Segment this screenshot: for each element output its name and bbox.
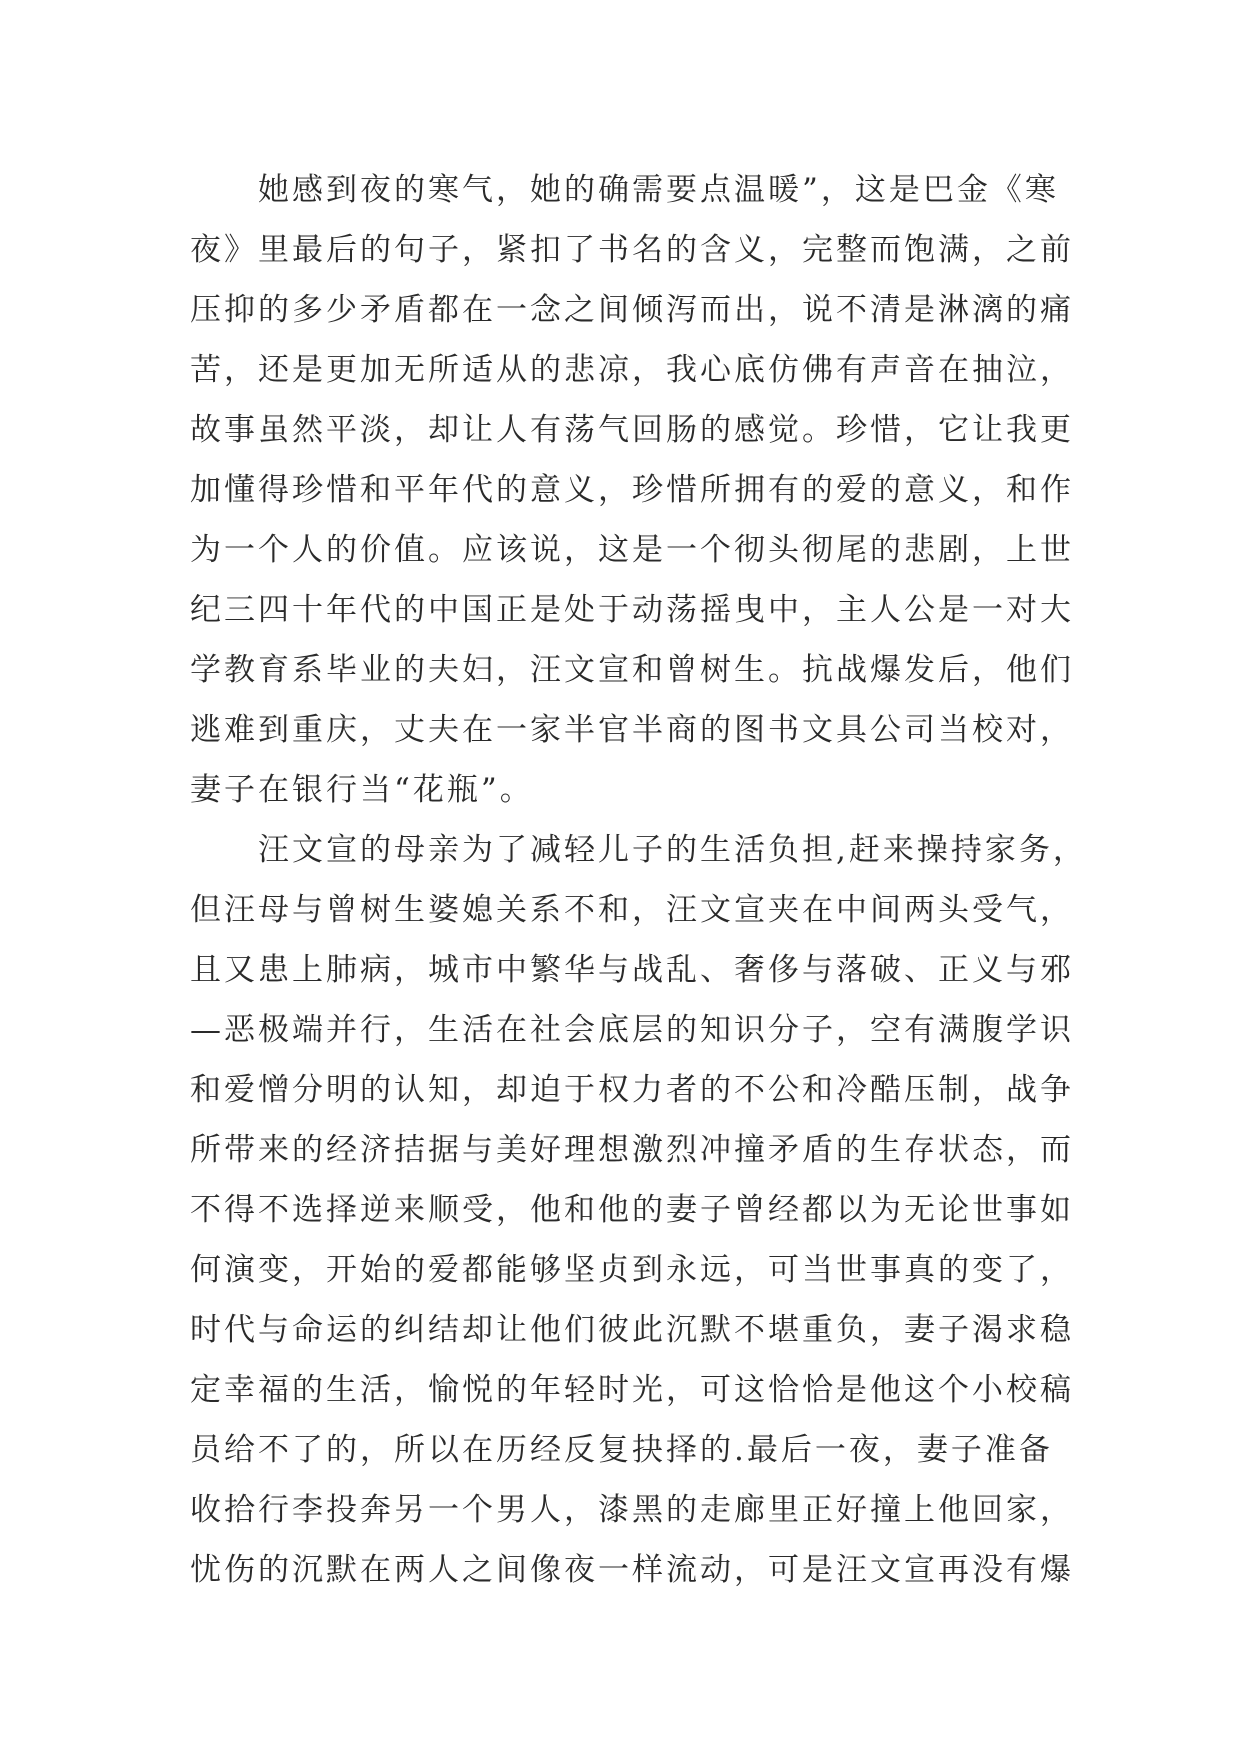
text-line: 不得不选择逆来顺受，他和他的妻子曾经都以为无论世事如 — [190, 1192, 1074, 1228]
text-line: 苦，还是更加无所适从的悲凉，我心底仿佛有声音在抽泣， — [190, 352, 1074, 388]
text-line: 和爱憎分明的认知，却迫于权力者的不公和冷酷压制，战争 — [190, 1072, 1074, 1108]
paragraph-2 — [190, 820, 1087, 1600]
text-line: 时代与命运的纠结却让他们彼此沉默不堪重负，妻子渴求稳 — [190, 1312, 1074, 1348]
text-line: 妻子在银行当“花瓶”。 — [190, 772, 534, 808]
text-line: 学教育系毕业的夫妇，汪文宣和曾树生。抗战爆发后，他们 — [190, 652, 1074, 688]
text-line: 故事虽然平淡，却让人有荡气回肠的感觉。珍惜，它让我更 — [190, 412, 1074, 448]
text-line: 加懂得珍惜和平年代的意义，珍惜所拥有的爱的意义，和作 — [190, 472, 1074, 508]
text-line: 且又患上肺病，城市中繁华与战乱、奢侈与落破、正义与邪 — [190, 952, 1074, 988]
paragraph-1 — [190, 160, 1074, 820]
text-line: 为一个人的价值。应该说，这是一个彻头彻尾的悲剧，上世 — [190, 532, 1074, 568]
text-line: 何演变，开始的爱都能够坚贞到永远，可当世事真的变了， — [190, 1252, 1074, 1288]
text-line: 她感到夜的寒气，她的确需要点温暖”，这是巴金《寒 — [258, 172, 1059, 208]
text-line: —恶极端并行，生活在社会底层的知识分子，空有满腹学识 — [190, 1012, 1074, 1048]
text-line: 但汪母与曾树生婆媳关系不和，汪文宣夹在中间两头受气， — [190, 892, 1074, 928]
body-text — [190, 160, 1087, 1600]
text-line: 压抑的多少矛盾都在一念之间倾泻而出，说不清是淋漓的痛 — [190, 292, 1074, 328]
text-line: 定幸福的生活，愉悦的年轻时光，可这恰恰是他这个小校稿 — [190, 1372, 1074, 1408]
text-line: 所带来的经济拮据与美好理想激烈冲撞矛盾的生存状态，而 — [190, 1132, 1074, 1168]
text-line: 忧伤的沉默在两人之间像夜一样流动，可是汪文宣再没有爆 — [190, 1552, 1074, 1588]
text-line: 收拾行李投奔另一个男人，漆黑的走廊里正好撞上他回家， — [190, 1492, 1074, 1528]
text-line: 夜》里最后的句子，紧扣了书名的含义，完整而饱满，之前 — [190, 232, 1074, 268]
text-line: 纪三四十年代的中国正是处于动荡摇曳中，主人公是一对大 — [190, 592, 1074, 628]
text-line: 逃难到重庆，丈夫在一家半官半商的图书文具公司当校对， — [190, 712, 1074, 748]
text-line: 汪文宣的母亲为了减轻儿子的生活负担,赶来操持家务， — [258, 832, 1087, 868]
text-line: 员给不了的，所以在历经反复抉择的.最后一夜，妻子准备 — [190, 1432, 1053, 1468]
